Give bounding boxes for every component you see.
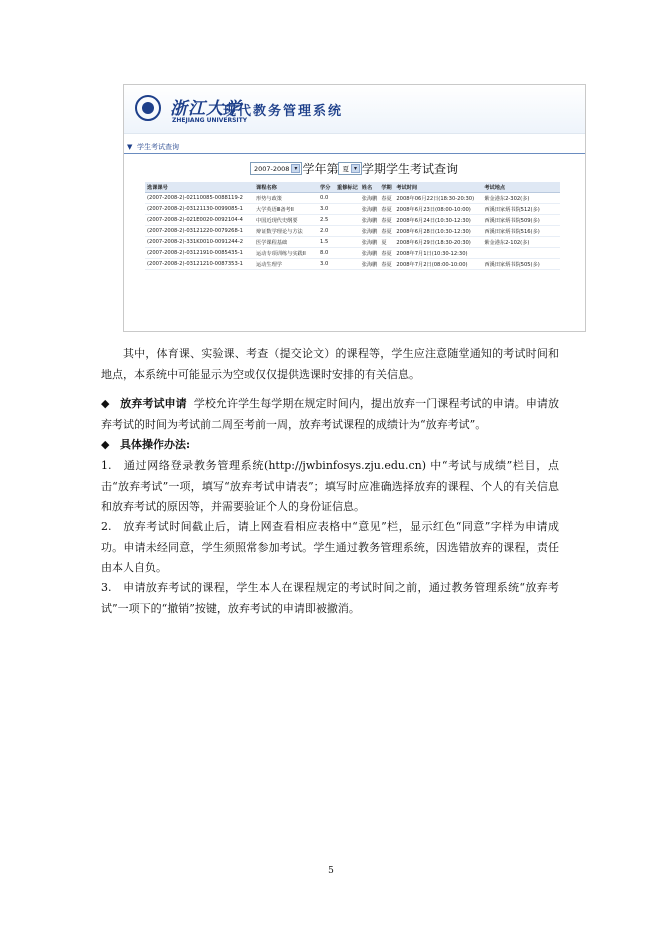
section-label[interactable]: 学生考试查询 [137,143,179,151]
paragraph-withdraw [101,394,559,435]
table-cell: 2008年6月28日(10:30-12:30) [394,226,482,237]
table-cell: 张海鹏 [360,193,380,204]
table-cell [335,248,360,259]
step-1: 1. 通过网络登录教务管理系统(http://jwbinfosys.zju.edu.cn) 中“考试与成绩”栏目，点击“放弃考试”一项，填写“放弃考试申请表”；填写时应准确选择放弃的课程、个人的有关信息和放弃考试的原因等，并需要验证个人的身份证信息。 [101,459,559,513]
table-cell: 西溪田家炳书院512(多) [482,204,560,215]
column-header: 课程名称 [254,182,318,193]
exam-table [145,182,560,270]
university-name-cn: 浙江大学 [170,99,242,119]
column-header: 考试时间 [394,182,482,193]
table-cell [335,215,360,226]
year-select[interactable] [250,162,302,175]
diamond-bullet-icon: ◆ [101,397,110,410]
table-cell [482,248,560,259]
table-cell: 西溪田家炳书院509(多) [482,215,560,226]
table-cell: 医学课程基础 [254,237,318,248]
table-cell: 2008年7月1日(10:30-12:30) [394,248,482,259]
table-row [145,226,560,237]
table-cell [335,204,360,215]
table-cell: 西溪田家炳书院516(多) [482,226,560,237]
table-cell: 紫金港东2-102(多) [482,237,560,248]
table-row [145,193,560,204]
column-header: 姓名 [360,182,380,193]
table-cell: 1.5 [318,237,335,248]
table-cell: 中国近现代史纲要 [254,215,318,226]
table-row [145,237,560,248]
table-cell: 3.0 [318,259,335,270]
system-title: 现代教务管理系统 [223,104,344,119]
table-cell [335,259,360,270]
table-cell: 大学英语Ⅲ备考II [254,204,318,215]
paragraph-steps-heading [101,435,559,456]
table-cell: (2007-2008-2)-03121210-0087353-1 [145,259,254,270]
table-cell: 夏 [379,237,394,248]
table-cell: 张海鹏 [360,226,380,237]
table-cell: 0.0 [318,193,335,204]
year-label: 学年第 [302,162,339,176]
table-cell: 张海鹏 [360,237,380,248]
table-cell: 2.0 [318,226,335,237]
table-cell: 张海鹏 [360,259,380,270]
step-3: 3. 申请放弃考试的课程，学生本人在课程规定的考试时间之前，通过教务管理系统“放弃考试”一项下的“撤销”按键，放弃考试的申请即被撤消。 [101,581,559,615]
table-cell [335,226,360,237]
step-2: 2. 放弃考试时间截止后，请上网查看相应表格中“意见”栏，显示红色“同意”字样为申请成功。申请未经同意，学生须照常参加考试。学生通过教务管理系统，因选错放弃的课程，责任由本人自负。 [101,520,559,574]
table-cell: (2007-2008-2)-03121220-0079268-1 [145,226,254,237]
table-cell: 春夏 [379,248,394,259]
page-number: 5 [328,866,334,876]
term-label: 学期学生考试查询 [361,162,458,176]
section-bar [124,141,585,154]
table-cell: (2007-2008-2)-021E0020-0092104-4 [145,215,254,226]
table-cell: (2007-2008-2)-03121910-0085435-1 [145,248,254,259]
withdraw-heading: 放弃考试申请 [120,397,187,410]
column-header: 选课课号 [145,182,254,193]
screenshot-figure [123,84,586,332]
table-cell: 张海鹏 [360,215,380,226]
university-logo-icon [135,95,161,121]
system-header [124,85,585,134]
table-cell: 2008年06月22日(18:30-20:30) [394,193,482,204]
table-cell: 春夏 [379,226,394,237]
column-header: 学分 [318,182,335,193]
table-cell: 张海鹏 [360,204,380,215]
paragraph-note: 其中，体育课、实验课、考查（提交论文）的课程等，学生应注意随堂通知的考试时间和地点，本系统中可能显示为空或仅仅提供选课时安排的有关信息。 [101,347,559,381]
year-select-value: 2007-2008 [254,164,290,173]
table-cell: 运动生理学 [254,259,318,270]
table-cell: 3.0 [318,204,335,215]
table-cell: 2008年7月2日(08:00-10:00) [394,259,482,270]
steps-heading: 具体操作办法: [119,438,191,451]
triangle-down-icon: ▼ [127,143,133,151]
column-header: 学期 [379,182,394,193]
table-cell: 2.5 [318,215,335,226]
table-cell: 运动专项训练与实践II [254,248,318,259]
table-cell: 春夏 [379,259,394,270]
term-select[interactable] [338,162,362,175]
table-cell [335,193,360,204]
table-cell: 辩证数学理论与方法 [254,226,318,237]
table-cell: 2008年6月24日(10:30-12:30) [394,215,482,226]
column-header: 重修标记 [335,182,360,193]
table-row [145,215,560,226]
table-row [145,204,560,215]
table-cell: 紫金港东2-302(多) [482,193,560,204]
exam-query-form [250,160,458,177]
table-cell: 西溪田家炳书院505(多) [482,259,560,270]
table-cell: 2008年6月23日(08:00-10:00) [394,204,482,215]
table-cell: (2007-2008-2)-02110085-0088119-2 [145,193,254,204]
table-cell: 形势与政策 [254,193,318,204]
column-header: 考试地点 [482,182,560,193]
term-select-value: 夏 [342,165,349,173]
withdraw-body: 学校允许学生每学期在规定时间内，提出放弃一门课程考试的申请。申请放弃考试的时间为考试前二周至考前一周，放弃考试课程的成绩计为“放弃考试”。 [101,397,559,431]
table-row [145,259,560,270]
table-cell: 春夏 [379,204,394,215]
chevron-down-icon[interactable]: ▾ [351,164,360,173]
university-name-en: ZHEJIANG UNIVERSITY [172,117,248,124]
table-cell: 张海鹏 [360,248,380,259]
table-cell: (2007-2008-2)-331K0010-0091244-2 [145,237,254,248]
table-cell: 春夏 [379,193,394,204]
table-cell: 8.0 [318,248,335,259]
table-row [145,248,560,259]
table-cell: 春夏 [379,215,394,226]
table-cell: 2008年6月29日(18:30-20:30) [394,237,482,248]
table-header-row [145,182,560,193]
table-cell: (2007-2008-2)-03121130-0099085-1 [145,204,254,215]
table-cell [335,237,360,248]
chevron-down-icon[interactable]: ▾ [291,164,300,173]
diamond-bullet-icon: ◆ [101,438,110,451]
